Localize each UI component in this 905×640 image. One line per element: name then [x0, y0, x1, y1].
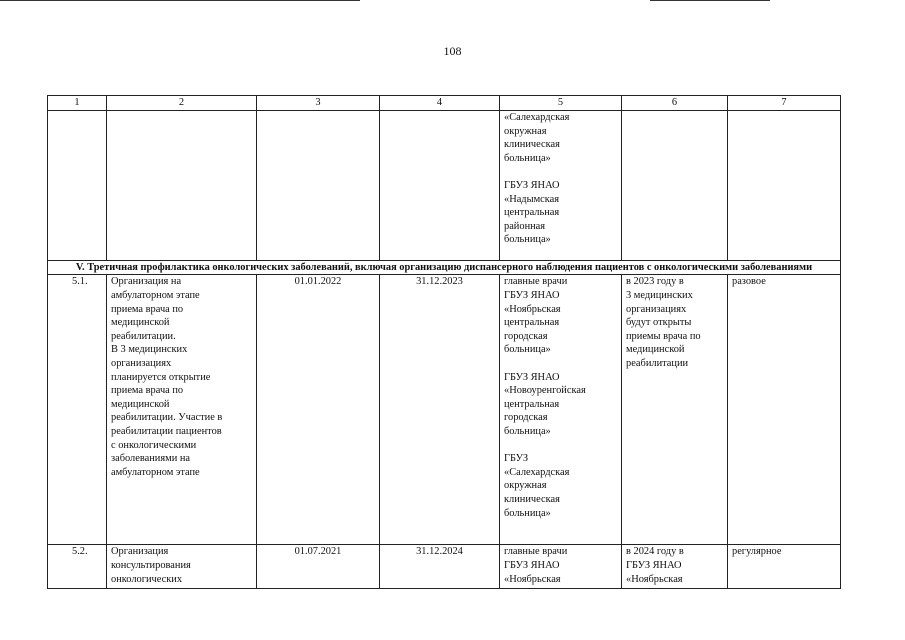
result-cell: в 2023 году в 3 медицинских организациях будут открыты приемы врача по медицинской реабилитации: [622, 275, 728, 545]
table-cell: [728, 111, 841, 261]
start-date: 01.07.2021: [257, 545, 380, 589]
scan-top-edge-left: [0, 0, 360, 1]
table-cell: [107, 111, 257, 261]
column-number: 3: [257, 96, 380, 111]
column-number: 6: [622, 96, 728, 111]
table-row: [48, 275, 841, 545]
result-cell: в 2024 году в ГБУЗ ЯНАО «Ноябрьская: [622, 545, 728, 589]
end-date: 31.12.2023: [380, 275, 500, 545]
page-number: 108: [443, 44, 462, 58]
table-cell: [257, 111, 380, 261]
column-number: 1: [48, 96, 107, 111]
responsible-cell: главные врачи ГБУЗ ЯНАО «Ноябрьская центральная городская больница» ГБУЗ ЯНАО «Новоуренгойская центральная городская больница» ГБУЗ «Салехардская окружная клиническая больница»: [500, 275, 622, 545]
responsible-cell: «Салехардская окружная клиническая больница» ГБУЗ ЯНАО «Надымская центральная районная больница»: [500, 111, 622, 261]
measures-table: [47, 95, 841, 589]
end-date: 31.12.2024: [380, 545, 500, 589]
table-cell: [48, 111, 107, 261]
item-description: Организация консультирования онкологических: [107, 545, 257, 589]
section-title: V. Третичная профилактика онкологических заболеваний, включая организацию диспансерного наблюдения пациентов с онкологическими заболеваниями: [48, 261, 841, 275]
section-heading-row: [48, 261, 841, 275]
item-number: 5.1.: [48, 275, 107, 545]
item-number: 5.2.: [48, 545, 107, 589]
column-number-row: [48, 96, 841, 111]
start-date: 01.01.2022: [257, 275, 380, 545]
continued-row: [48, 111, 841, 261]
column-number: 4: [380, 96, 500, 111]
table-cell: [622, 111, 728, 261]
table-cell: [380, 111, 500, 261]
frequency-cell: разовое: [728, 275, 841, 545]
responsible-cell: главные врачи ГБУЗ ЯНАО «Ноябрьская: [500, 545, 622, 589]
column-number: 2: [107, 96, 257, 111]
scan-top-edge-right: [650, 0, 770, 1]
frequency-cell: регулярное: [728, 545, 841, 589]
item-description: Организация на амбулаторном этапе приема врача по медицинской реабилитации. В 3 медицинских организациях планируется открытие приема врача по медицинской реабилитации. Участие в реабилитации пациентов с онкологическими заболеваниями на амбулаторном этапе: [107, 275, 257, 545]
table-row: [48, 545, 841, 589]
column-number: 5: [500, 96, 622, 111]
column-number: 7: [728, 96, 841, 111]
